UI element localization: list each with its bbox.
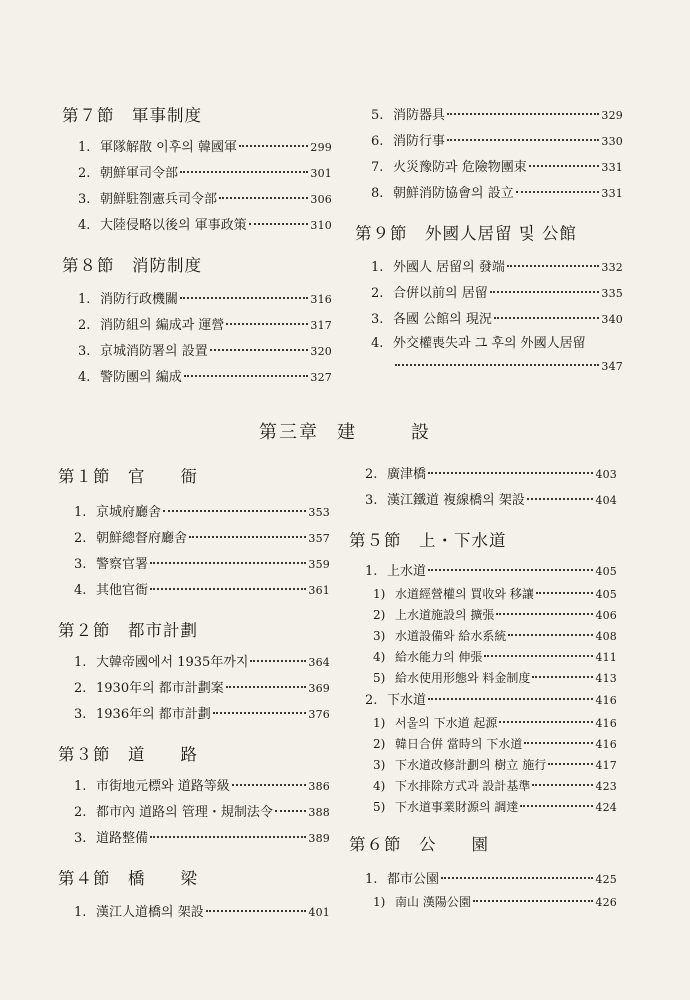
toc-subentry: 3) 下水道改修計劃의 樹立 施行 417 bbox=[373, 758, 617, 772]
toc-subentry: 5) 給水使用形態와 料金制度 413 bbox=[373, 671, 617, 685]
chapter-title-1: 建 bbox=[337, 422, 357, 443]
toc-entry: 1. 漢江人道橋의 架設 401 bbox=[74, 905, 330, 920]
toc-entry: 1. 京城府廳舍 353 bbox=[74, 505, 330, 520]
section-heading: 第９節 外國人居留 및 公館 bbox=[355, 224, 577, 243]
toc-subentry: 1) 서울의 下水道 起源 416 bbox=[373, 716, 617, 730]
toc-entry: 1. 外國人 居留의 發端 332 bbox=[371, 260, 623, 275]
toc-entry: 2. 朝鮮軍司令部 301 bbox=[78, 166, 332, 181]
toc-entry: 1. 都市公園 425 bbox=[365, 872, 617, 887]
toc-entry: 5. 消防器具 329 bbox=[371, 108, 623, 123]
toc-subentry: 1) 南山 漢陽公園 426 bbox=[373, 895, 617, 909]
section-heading: 第２節 都市計劃 bbox=[58, 621, 198, 640]
toc-entry: 6. 消防行事 330 bbox=[371, 134, 623, 149]
toc-entry: 4. 外交權喪失과 그 후의 外國人居留 bbox=[371, 336, 586, 351]
section-heading: 第７節 軍事制度 bbox=[62, 106, 202, 125]
chapter-label: 第三章 bbox=[259, 422, 319, 443]
toc-entry: 1. 市街地元標와 道路等級 386 bbox=[74, 779, 330, 794]
toc-entry: 1. 上水道 405 bbox=[365, 564, 617, 579]
toc-entry: 2. 1930年의 都市計劃案 369 bbox=[74, 681, 330, 696]
top-right-column bbox=[355, 103, 623, 379]
toc-entry: 8. 朝鮮消防協會의 設立 331 bbox=[371, 186, 623, 201]
bottom-right-column bbox=[349, 462, 617, 913]
section-heading: 第８節 消防制度 bbox=[62, 256, 202, 275]
toc-entry: 7. 火災豫防과 危險物團束 331 bbox=[371, 160, 623, 175]
toc-entry: 1. 軍隊解散 이후의 韓國軍 299 bbox=[78, 140, 332, 155]
toc-entry: 3. 1936年의 都市計劃 376 bbox=[74, 707, 330, 722]
toc-entry: 1. 大韓帝國에서 1935年까지 364 bbox=[74, 655, 330, 670]
toc-subentry: 3) 水道設備와 給水系統 408 bbox=[373, 629, 617, 643]
toc-entry: 2. 合倂以前의 居留 335 bbox=[371, 286, 623, 301]
toc-subentry: 1) 水道經營權의 買收와 移讓 405 bbox=[373, 587, 617, 601]
toc-entry: 1. 消防行政機關 316 bbox=[78, 292, 332, 307]
toc-subentry: 2) 上水道施設의 擴張 406 bbox=[373, 608, 617, 622]
toc-entry: 3. 朝鮮駐劄憲兵司令部 306 bbox=[78, 192, 332, 207]
top-left-column bbox=[62, 101, 332, 391]
section-heading: 第６節 公 園 bbox=[349, 835, 489, 854]
toc-subentry: 4) 下水排除方式과 設計基準 423 bbox=[373, 779, 617, 793]
section-heading: 第３節 道 路 bbox=[58, 745, 198, 764]
toc-entry: 3. 漢江鐵道 複線橋의 架設 404 bbox=[365, 493, 617, 508]
bottom-left-column bbox=[58, 462, 330, 926]
section-heading: 第５節 上・下水道 bbox=[349, 531, 507, 550]
toc-entry: 4. 大陸侵略以後의 軍事政策 310 bbox=[78, 218, 332, 233]
toc-entry-continuation: 347 bbox=[371, 355, 623, 379]
toc-subentry: 2) 韓日合倂 當時의 下水道 416 bbox=[373, 737, 617, 751]
toc-entry: 2. 消防組의 編成과 運營 317 bbox=[78, 318, 332, 333]
toc-subentry: 4) 給水能力의 伸張 411 bbox=[373, 650, 617, 664]
toc-entry: 2. 廣津橋 403 bbox=[365, 467, 617, 482]
toc-entry: 2. 都市內 道路의 管理・規制法令 388 bbox=[74, 805, 330, 820]
section-heading: 第１節 官 衙 bbox=[58, 467, 198, 486]
toc-entry: 2. 下水道 416 bbox=[365, 693, 617, 708]
toc-entry: 3. 各國 公館의 現況 340 bbox=[371, 312, 623, 327]
toc-subentry: 5) 下水道事業財源의 調達 424 bbox=[373, 800, 617, 814]
toc-entry: 4. 其他官衙 361 bbox=[74, 583, 330, 598]
chapter-heading bbox=[0, 418, 690, 444]
chapter-title-2: 設 bbox=[411, 422, 431, 443]
toc-entry: 2. 朝鮮總督府廳舍 357 bbox=[74, 531, 330, 546]
toc-entry: 3. 京城消防署의 設置 320 bbox=[78, 344, 332, 359]
toc-entry: 3. 道路整備 389 bbox=[74, 831, 330, 846]
toc-entry: 3. 警察官署 359 bbox=[74, 557, 330, 572]
toc-entry: 4. 警防團의 編成 327 bbox=[78, 370, 332, 385]
section-heading: 第４節 橋 梁 bbox=[58, 869, 198, 888]
